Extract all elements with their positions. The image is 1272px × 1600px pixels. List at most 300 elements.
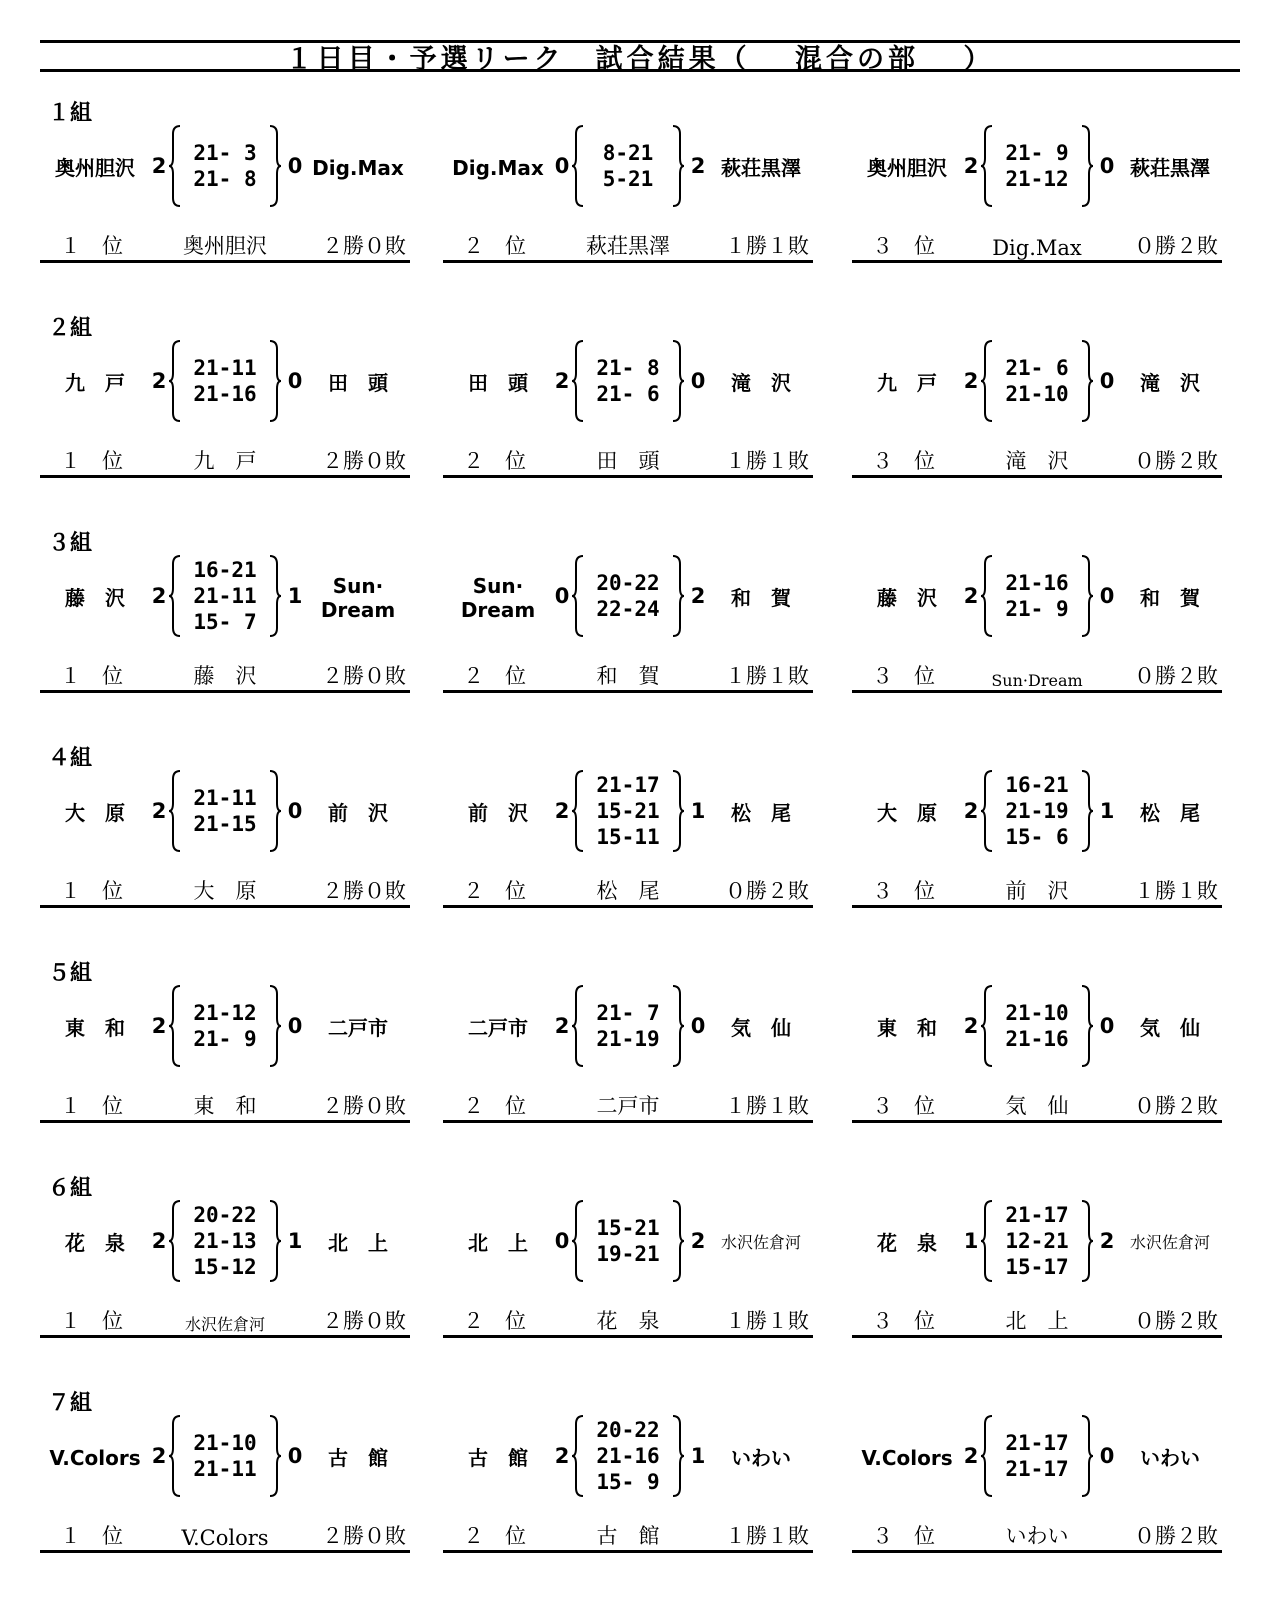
ranking-row	[40, 445, 410, 478]
left-team-name: Sun· Dream	[460, 574, 536, 622]
set-scores	[183, 1414, 267, 1498]
ranking-row	[40, 1090, 410, 1123]
right-games-won: 0	[690, 369, 706, 393]
brace-right-icon	[1080, 554, 1094, 638]
match-result	[852, 339, 1232, 429]
set-score: 5-21	[602, 167, 654, 191]
brace-right-icon	[1080, 1414, 1094, 1498]
right-team-name: 松 尾	[731, 801, 791, 825]
right-team-name: いわい	[731, 1446, 791, 1470]
right-games-won: 2	[690, 1229, 706, 1253]
rank-position: ３ 位	[872, 879, 935, 903]
left-team-name: 東 和	[877, 1016, 937, 1040]
rank-record: ２勝０敗	[322, 1524, 406, 1548]
group-name: ７組	[48, 1391, 93, 1416]
set-score: 16-21	[193, 558, 257, 582]
left-team-name: 二戸市	[468, 1016, 528, 1040]
brace-left-icon	[571, 769, 585, 853]
set-scores	[586, 339, 670, 423]
right-games-won: 1	[1099, 799, 1115, 823]
left-games-won: 2	[554, 799, 570, 823]
rank-team: 古 館	[596, 1524, 660, 1548]
rank-team: 和 賀	[596, 664, 660, 688]
brace-left-icon	[571, 554, 585, 638]
rank-team: 奥州胆沢	[183, 234, 267, 258]
set-score: 21-19	[596, 1027, 660, 1051]
match-result	[40, 769, 420, 859]
ranking-row	[40, 660, 410, 693]
match-result	[40, 1414, 420, 1504]
match-result	[40, 984, 420, 1074]
right-games-won: 0	[287, 799, 303, 823]
left-games-won: 2	[963, 799, 979, 823]
rank-position: ３ 位	[872, 1524, 935, 1548]
ranking-row	[443, 1090, 813, 1123]
rank-position: １ 位	[60, 1094, 123, 1118]
rank-team: Sun·Dream	[991, 671, 1083, 690]
right-team-name: 萩荘黒澤	[721, 156, 801, 180]
ranking-row	[852, 660, 1222, 693]
set-score: 21-17	[596, 773, 660, 797]
brace-right-icon	[671, 1414, 685, 1498]
left-team-name: 奥州胆沢	[867, 156, 947, 180]
brace-left-icon	[980, 1414, 994, 1498]
rank-record: １勝１敗	[725, 1309, 809, 1333]
set-scores	[995, 1199, 1079, 1283]
group-name: ４組	[48, 746, 93, 771]
rank-position: ２ 位	[463, 1094, 526, 1118]
page-title: １日目・予選リーク 試合結果（ 混合の部 ）	[285, 44, 995, 75]
rank-record: １勝１敗	[725, 1524, 809, 1548]
ranking-row	[443, 230, 813, 263]
right-team-name: 二戸市	[328, 1016, 388, 1040]
left-games-won: 2	[151, 1444, 167, 1468]
set-score: 21-11	[193, 786, 257, 810]
set-score: 21-10	[193, 1431, 257, 1455]
group-block	[40, 96, 1240, 286]
match-result	[443, 339, 823, 429]
right-games-won: 2	[1099, 1229, 1115, 1253]
right-team-name: 滝 沢	[1140, 371, 1200, 395]
group-block	[40, 956, 1240, 1146]
set-scores	[183, 124, 267, 208]
set-scores	[995, 1414, 1079, 1498]
rank-record: ０勝２敗	[1134, 1094, 1218, 1118]
set-score: 21- 9	[1005, 141, 1069, 165]
brace-right-icon	[671, 124, 685, 208]
left-games-won: 2	[151, 799, 167, 823]
rank-team: 花 泉	[596, 1309, 660, 1333]
rank-record: １勝１敗	[725, 664, 809, 688]
set-score: 21-17	[1005, 1203, 1069, 1227]
set-score: 15- 9	[596, 1470, 660, 1494]
right-team-name: 気 仙	[1140, 1016, 1200, 1040]
group-name: ６組	[48, 1176, 93, 1201]
rank-record: １勝１敗	[725, 1094, 809, 1118]
left-games-won: 2	[151, 1014, 167, 1038]
ranking-row	[443, 445, 813, 478]
right-team-name: Sun· Dream	[320, 574, 396, 622]
group-name: ５組	[48, 961, 93, 986]
left-team-name: 田 頭	[468, 371, 528, 395]
rank-position: ３ 位	[872, 1094, 935, 1118]
rank-position: ２ 位	[463, 234, 526, 258]
set-score: 21-12	[193, 1001, 257, 1025]
rank-team: 水沢佐倉河	[184, 1315, 265, 1334]
left-games-won: 0	[554, 1229, 570, 1253]
left-team-name: 九 戸	[65, 371, 125, 395]
match-result	[443, 984, 823, 1074]
brace-right-icon	[671, 984, 685, 1068]
set-score: 21-10	[1005, 1001, 1069, 1025]
left-team-name: V.Colors	[861, 1446, 953, 1470]
brace-right-icon	[671, 554, 685, 638]
rank-position: ２ 位	[463, 879, 526, 903]
brace-left-icon	[168, 1199, 182, 1283]
set-score: 15-17	[1005, 1255, 1069, 1279]
right-games-won: 1	[690, 799, 706, 823]
set-scores	[183, 554, 267, 638]
rank-record: ０勝２敗	[1134, 449, 1218, 473]
match-result	[40, 554, 420, 644]
left-games-won: 2	[963, 369, 979, 393]
rank-position: ３ 位	[872, 234, 935, 258]
rank-record: ０勝２敗	[1134, 664, 1218, 688]
match-result	[443, 124, 823, 214]
set-scores	[183, 1199, 267, 1283]
right-games-won: 2	[690, 154, 706, 178]
set-scores	[183, 984, 267, 1068]
rank-position: ２ 位	[463, 1309, 526, 1333]
rank-record: ０勝２敗	[1134, 1309, 1218, 1333]
group-block	[40, 526, 1240, 716]
set-score: 19-21	[596, 1242, 660, 1266]
brace-left-icon	[168, 124, 182, 208]
group-name: ２組	[48, 316, 93, 341]
ranking-row	[852, 230, 1222, 263]
match-result	[443, 1199, 823, 1289]
left-games-won: 2	[963, 154, 979, 178]
ranking-row	[40, 875, 410, 908]
ranking-row	[40, 1520, 410, 1553]
group-block	[40, 311, 1240, 501]
rank-record: ２勝０敗	[322, 449, 406, 473]
right-games-won: 0	[1099, 584, 1115, 608]
right-games-won: 0	[1099, 369, 1115, 393]
rank-position: １ 位	[60, 664, 123, 688]
rank-position: ３ 位	[872, 664, 935, 688]
set-score: 15-12	[193, 1255, 257, 1279]
group-block	[40, 741, 1240, 931]
set-scores	[995, 769, 1079, 853]
ranking-row	[40, 230, 410, 263]
left-games-won: 2	[963, 584, 979, 608]
match-result	[852, 124, 1232, 214]
set-score: 21-19	[1005, 799, 1069, 823]
set-score: 22-24	[596, 597, 660, 621]
left-games-won: 2	[554, 1444, 570, 1468]
rank-team: 北 上	[1005, 1309, 1069, 1333]
brace-left-icon	[168, 339, 182, 423]
brace-left-icon	[571, 124, 585, 208]
right-games-won: 0	[1099, 1014, 1115, 1038]
ranking-row	[443, 660, 813, 693]
brace-left-icon	[980, 1199, 994, 1283]
brace-left-icon	[168, 1414, 182, 1498]
rank-position: ２ 位	[463, 1524, 526, 1548]
set-score: 21-10	[1005, 382, 1069, 406]
set-score: 8-21	[602, 141, 654, 165]
ranking-row	[852, 875, 1222, 908]
brace-right-icon	[671, 769, 685, 853]
set-score: 15- 6	[1005, 825, 1069, 849]
set-score: 20-22	[596, 571, 660, 595]
match-result	[852, 769, 1232, 859]
rank-record: ０勝２敗	[1134, 234, 1218, 258]
left-team-name: Dig.Max	[452, 156, 544, 180]
match-result	[443, 554, 823, 644]
right-team-name: 滝 沢	[731, 371, 791, 395]
right-games-won: 1	[287, 584, 303, 608]
left-team-name: 東 和	[65, 1016, 125, 1040]
brace-right-icon	[671, 339, 685, 423]
set-scores	[183, 339, 267, 423]
right-team-name: 古 館	[328, 1446, 388, 1470]
rank-position: １ 位	[60, 1309, 123, 1333]
ranking-row	[852, 1520, 1222, 1553]
set-score: 21-12	[1005, 167, 1069, 191]
left-team-name: 花 泉	[877, 1231, 937, 1255]
left-team-name: 藤 沢	[65, 586, 125, 610]
rank-team: Dig.Max	[992, 236, 1082, 260]
right-team-name: いわい	[1140, 1446, 1200, 1470]
right-games-won: 0	[287, 369, 303, 393]
right-games-won: 0	[287, 154, 303, 178]
set-score: 21- 8	[596, 356, 660, 380]
right-team-name: 松 尾	[1140, 801, 1200, 825]
rank-team: 大 原	[193, 879, 257, 903]
brace-right-icon	[268, 554, 282, 638]
rank-team: 田 頭	[596, 449, 660, 473]
rank-team: 萩荘黒澤	[586, 234, 670, 258]
right-games-won: 0	[1099, 1444, 1115, 1468]
ranking-row	[852, 1305, 1222, 1338]
brace-right-icon	[1080, 769, 1094, 853]
set-scores	[586, 984, 670, 1068]
group-block	[40, 1171, 1240, 1361]
left-games-won: 1	[963, 1229, 979, 1253]
set-score: 21- 9	[193, 1027, 257, 1051]
rank-position: １ 位	[60, 879, 123, 903]
left-games-won: 2	[963, 1444, 979, 1468]
group-block	[40, 1386, 1240, 1576]
rank-record: １勝１敗	[725, 234, 809, 258]
rank-team: 東 和	[193, 1094, 257, 1118]
left-team-name: 大 原	[877, 801, 937, 825]
match-result	[40, 339, 420, 429]
rank-record: ２勝０敗	[322, 879, 406, 903]
left-games-won: 2	[554, 369, 570, 393]
right-games-won: 0	[287, 1444, 303, 1468]
brace-right-icon	[268, 124, 282, 208]
brace-left-icon	[980, 554, 994, 638]
brace-right-icon	[1080, 1199, 1094, 1283]
rank-team: 藤 沢	[193, 664, 257, 688]
brace-left-icon	[571, 1199, 585, 1283]
match-result	[852, 1414, 1232, 1504]
rank-position: ２ 位	[463, 449, 526, 473]
match-result	[852, 554, 1232, 644]
ranking-row	[443, 1305, 813, 1338]
left-games-won: 2	[151, 369, 167, 393]
rank-team: いわい	[1005, 1524, 1069, 1548]
right-team-name: 気 仙	[731, 1016, 791, 1040]
title-bar	[40, 40, 1240, 75]
set-score: 21- 9	[1005, 597, 1069, 621]
left-games-won: 2	[963, 1014, 979, 1038]
rank-team: 気 仙	[1005, 1094, 1069, 1118]
left-games-won: 0	[554, 584, 570, 608]
right-games-won: 1	[287, 1229, 303, 1253]
set-score: 21- 6	[596, 382, 660, 406]
right-games-won: 0	[690, 1014, 706, 1038]
rank-position: １ 位	[60, 449, 123, 473]
set-score: 21- 8	[193, 167, 257, 191]
set-score: 15-21	[596, 799, 660, 823]
set-score: 21-16	[1005, 1027, 1069, 1051]
set-score: 12-21	[1005, 1229, 1069, 1253]
right-team-name: 和 賀	[1140, 586, 1200, 610]
set-score: 21-17	[1005, 1431, 1069, 1455]
right-team-name: 前 沢	[328, 801, 388, 825]
set-scores	[586, 554, 670, 638]
set-score: 21-11	[193, 1457, 257, 1481]
brace-left-icon	[980, 769, 994, 853]
left-team-name: 大 原	[65, 801, 125, 825]
rank-record: ２勝０敗	[322, 1309, 406, 1333]
left-team-name: 九 戸	[877, 371, 937, 395]
right-games-won: 0	[1099, 154, 1115, 178]
set-score: 21-11	[193, 356, 257, 380]
set-scores	[586, 769, 670, 853]
rank-record: １勝１敗	[1134, 879, 1218, 903]
set-score: 21-16	[596, 1444, 660, 1468]
set-score: 15-21	[596, 1216, 660, 1240]
right-team-name: 水沢佐倉河	[1129, 1233, 1210, 1252]
ranking-row	[852, 445, 1222, 478]
match-result	[443, 769, 823, 859]
match-result	[443, 1414, 823, 1504]
brace-right-icon	[671, 1199, 685, 1283]
group-name: ３組	[48, 531, 93, 556]
set-score: 21-13	[193, 1229, 257, 1253]
left-team-name: 北 上	[468, 1231, 528, 1255]
left-team-name: 藤 沢	[877, 586, 937, 610]
rank-team: 前 沢	[1005, 879, 1069, 903]
set-score: 21-11	[193, 584, 257, 608]
set-score: 20-22	[193, 1203, 257, 1227]
brace-right-icon	[268, 769, 282, 853]
brace-right-icon	[1080, 124, 1094, 208]
left-games-won: 2	[151, 584, 167, 608]
set-score: 20-22	[596, 1418, 660, 1442]
rank-position: ３ 位	[872, 1309, 935, 1333]
set-score: 21-15	[193, 812, 257, 836]
brace-left-icon	[571, 1414, 585, 1498]
brace-left-icon	[571, 339, 585, 423]
set-score: 21- 3	[193, 141, 257, 165]
brace-left-icon	[168, 984, 182, 1068]
brace-right-icon	[268, 1199, 282, 1283]
brace-left-icon	[168, 769, 182, 853]
left-team-name: 前 沢	[468, 801, 528, 825]
rank-team: 二戸市	[596, 1094, 660, 1118]
brace-left-icon	[571, 984, 585, 1068]
set-score: 16-21	[1005, 773, 1069, 797]
match-result	[852, 984, 1232, 1074]
set-score: 21- 7	[596, 1001, 660, 1025]
rank-team: 滝 沢	[1005, 449, 1069, 473]
set-scores	[183, 769, 267, 853]
set-score: 21-17	[1005, 1457, 1069, 1481]
right-games-won: 2	[690, 584, 706, 608]
left-games-won: 2	[554, 1014, 570, 1038]
rank-team: V.Colors	[181, 1526, 269, 1550]
right-team-name: 田 頭	[328, 371, 388, 395]
rank-record: ０勝２敗	[1134, 1524, 1218, 1548]
right-team-name: 和 賀	[731, 586, 791, 610]
rank-position: ３ 位	[872, 449, 935, 473]
match-result	[852, 1199, 1232, 1289]
ranking-row	[443, 1520, 813, 1553]
brace-left-icon	[168, 554, 182, 638]
right-team-name: 北 上	[328, 1231, 388, 1255]
set-scores	[586, 124, 670, 208]
rank-record: １勝１敗	[725, 449, 809, 473]
brace-left-icon	[980, 124, 994, 208]
ranking-row	[852, 1090, 1222, 1123]
set-scores	[586, 1414, 670, 1498]
set-score: 21-16	[193, 382, 257, 406]
left-team-name: 古 館	[468, 1446, 528, 1470]
rank-record: ２勝０敗	[322, 1094, 406, 1118]
brace-right-icon	[268, 339, 282, 423]
left-team-name: V.Colors	[49, 1446, 141, 1470]
ranking-row	[443, 875, 813, 908]
rank-position: １ 位	[60, 1524, 123, 1548]
rank-team: 松 尾	[596, 879, 660, 903]
left-games-won: 2	[151, 1229, 167, 1253]
set-scores	[995, 984, 1079, 1068]
rank-position: ２ 位	[463, 664, 526, 688]
rank-record: ２勝０敗	[322, 664, 406, 688]
right-team-name: Dig.Max	[312, 156, 404, 180]
brace-left-icon	[980, 984, 994, 1068]
rank-record: ２勝０敗	[322, 234, 406, 258]
match-result	[40, 124, 420, 214]
set-scores	[586, 1199, 670, 1283]
right-team-name: 水沢佐倉河	[720, 1233, 801, 1252]
left-games-won: 0	[554, 154, 570, 178]
left-team-name: 花 泉	[65, 1231, 125, 1255]
brace-right-icon	[268, 1414, 282, 1498]
brace-right-icon	[268, 984, 282, 1068]
brace-right-icon	[1080, 984, 1094, 1068]
group-name: １組	[48, 101, 93, 126]
set-score: 21- 6	[1005, 356, 1069, 380]
rank-team: 九 戸	[193, 449, 257, 473]
right-games-won: 0	[287, 1014, 303, 1038]
